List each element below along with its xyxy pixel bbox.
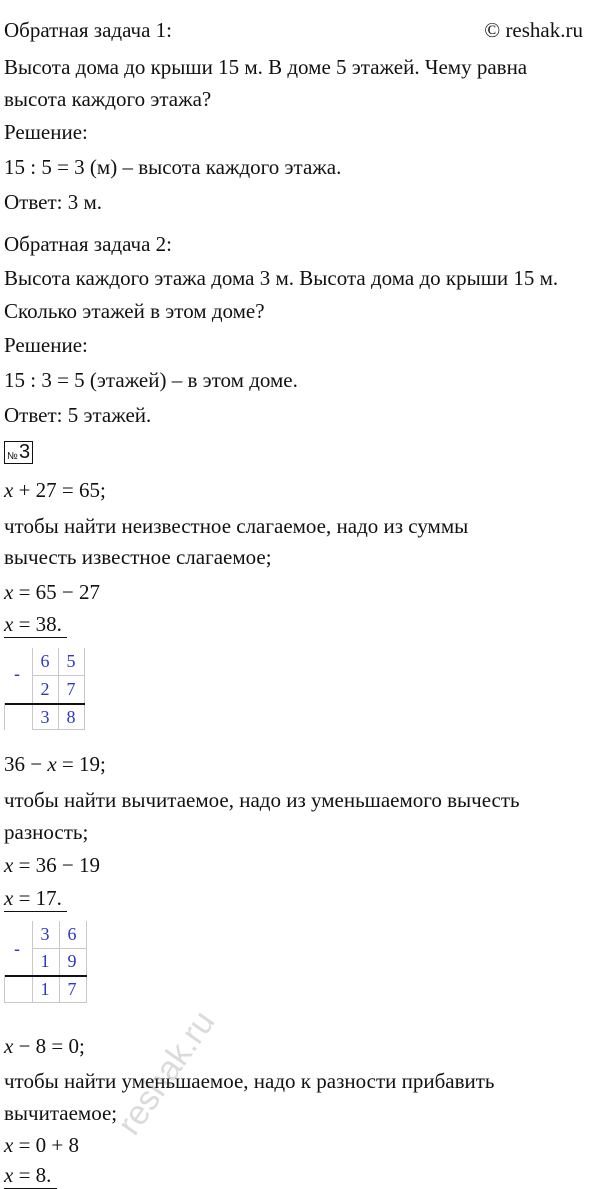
task1-calculation: 15 : 5 = 3 (м) – высота каждого этажа. bbox=[4, 155, 342, 179]
task1-solution-label: Решение: bbox=[4, 120, 88, 144]
exercise-number: 3 bbox=[19, 441, 31, 463]
eq2-column-sub-digit: 1 bbox=[40, 951, 50, 971]
task1-text-line2: высота каждого этажа? bbox=[4, 87, 212, 111]
eq2-column-result-digit: 7 bbox=[67, 979, 77, 999]
eq2-column-result-digit: 1 bbox=[40, 979, 50, 999]
task2-text-line2: Сколько этажей в этом доме? bbox=[4, 299, 265, 323]
task1-text-line1: Высота дома до крыши 15 м. В доме 5 этажей. Чему равна bbox=[4, 55, 528, 79]
task2-title: Обратная задача 2: bbox=[4, 232, 173, 256]
eq1-column-result-digit: 3 bbox=[40, 707, 50, 727]
exercise-number-box bbox=[4, 441, 33, 464]
eq1-column-sub-digit: 7 bbox=[66, 679, 76, 699]
eq1-step: x = 65 − 27 bbox=[4, 580, 101, 604]
eq3-rule-line1: чтобы найти уменьшаемое, надо к разности прибавить bbox=[4, 1069, 495, 1093]
number-sign: № bbox=[7, 451, 18, 462]
task1-answer: Ответ: 3 м. bbox=[4, 190, 103, 214]
eq2-result: x = 17. bbox=[4, 886, 67, 910]
eq2-equation: 36 − x = 19; bbox=[4, 752, 106, 776]
eq1-equation: x + 27 = 65; bbox=[4, 478, 106, 502]
eq1-rule-line2: вычесть известное слагаемое; bbox=[4, 545, 272, 569]
task2-calculation: 15 : 3 = 5 (этажей) – в этом доме. bbox=[4, 368, 298, 392]
eq2-rule-line2: разность; bbox=[4, 820, 89, 844]
eq1-column-top-digit: 5 bbox=[66, 651, 76, 671]
eq3-step: x = 0 + 8 bbox=[4, 1133, 80, 1157]
eq2-column-sub-digit: 9 bbox=[67, 951, 77, 971]
eq1-column-top-digit: 6 bbox=[40, 651, 50, 671]
eq2-step: x = 36 − 19 bbox=[4, 853, 101, 877]
eq3-result: x = 8. bbox=[4, 1163, 57, 1187]
copyright-label: © reshak.ru bbox=[484, 18, 583, 42]
eq3-rule-line2: вычитаемое; bbox=[4, 1101, 118, 1125]
task2-text-line1: Высота каждого этажа дома 3 м. Высота дома до крыши 15 м. bbox=[4, 266, 559, 290]
eq2-column-subtraction bbox=[4, 921, 88, 1003]
eq1-column-subtraction bbox=[4, 648, 86, 730]
task1-title: Обратная задача 1: bbox=[4, 18, 173, 42]
eq3-equation: x − 8 = 0; bbox=[4, 1034, 85, 1058]
eq2-column-minus: - bbox=[14, 939, 20, 959]
watermark: reshak.ru bbox=[110, 1003, 223, 1142]
eq1-result: x = 38. bbox=[4, 612, 67, 636]
eq1-column-sub-digit: 2 bbox=[40, 679, 50, 699]
eq2-column-top-digit: 6 bbox=[67, 924, 77, 944]
task2-answer: Ответ: 5 этажей. bbox=[4, 403, 152, 427]
eq1-column-minus: - bbox=[14, 664, 20, 684]
eq2-column-top-digit: 3 bbox=[40, 924, 50, 944]
eq1-rule-line1: чтобы найти неизвестное слагаемое, надо из суммы bbox=[4, 514, 469, 538]
eq2-rule-line1: чтобы найти вычитаемое, надо из уменьшаемого вычесть bbox=[4, 788, 520, 812]
task2-solution-label: Решение: bbox=[4, 333, 88, 357]
eq1-column-result-digit: 8 bbox=[66, 707, 76, 727]
